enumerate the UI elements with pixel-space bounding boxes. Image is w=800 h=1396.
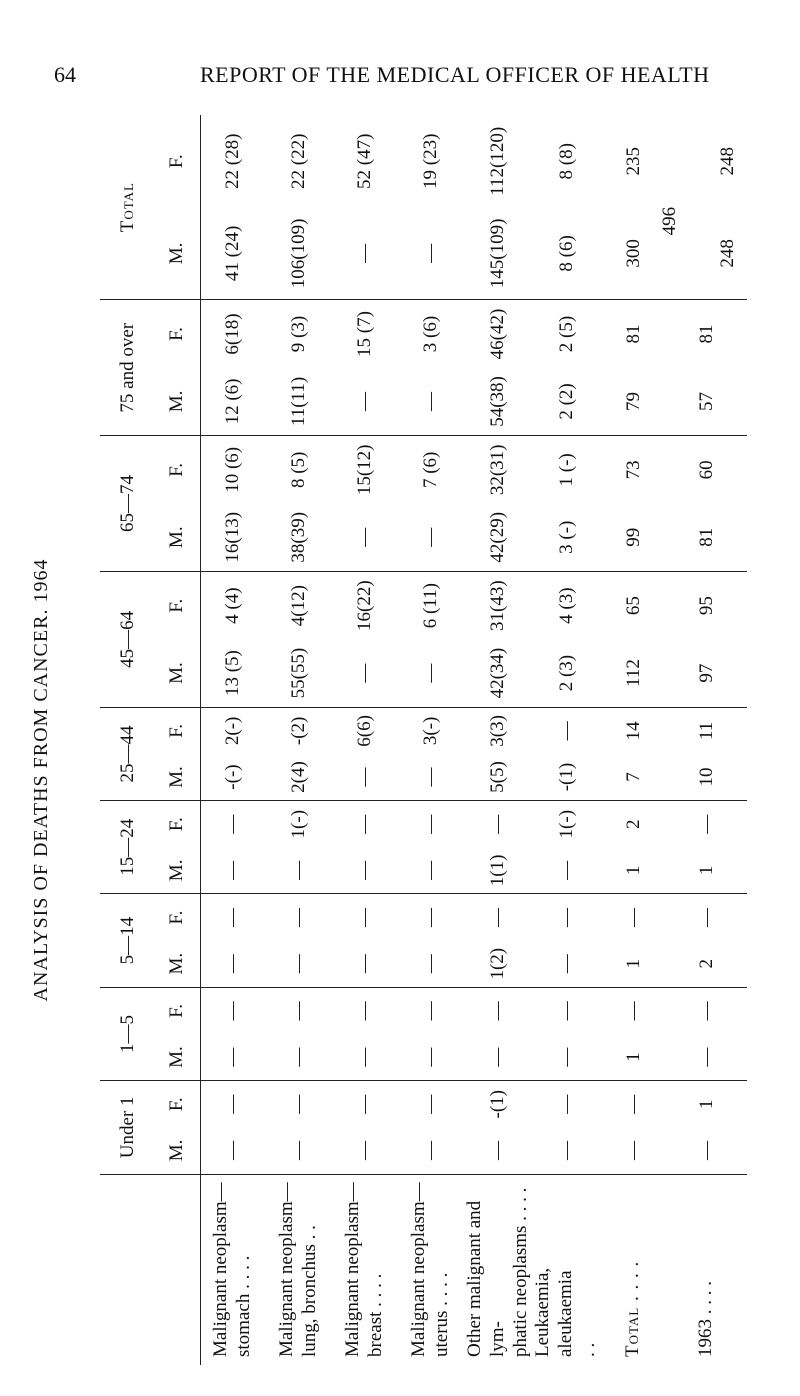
- table-cell: 1: [667, 847, 747, 894]
- cancer-deaths-table: [100, 115, 747, 1365]
- table-cell: 1: [695, 1099, 717, 1109]
- table-cell: 4 (3): [555, 587, 577, 624]
- table-cell: 97: [667, 639, 747, 707]
- table-cell: -(-): [200, 754, 266, 801]
- table-row: [667, 115, 747, 1365]
- table-cell: 3 (6): [420, 315, 441, 353]
- table-cell: —: [332, 639, 398, 707]
- table-cell: —: [398, 368, 464, 436]
- table-row: [332, 115, 398, 1365]
- sex-header: F.: [155, 1081, 200, 1128]
- table-cell: —: [200, 941, 266, 988]
- table-cell: 31(43): [487, 580, 509, 631]
- table-row: [464, 115, 532, 1365]
- table-cell: 32(31): [487, 444, 509, 496]
- table-cell: 9 (3): [288, 315, 309, 353]
- row-label: Malignant neoplasm— uterus . . . .: [408, 1182, 452, 1357]
- table-cell: —: [332, 504, 398, 572]
- table-cell: —: [667, 1034, 747, 1081]
- table-cell: 16(13): [200, 504, 266, 572]
- table-cell: 1(2): [464, 941, 532, 988]
- table-cell: —: [398, 504, 464, 572]
- table-cell: 6(18): [222, 313, 244, 355]
- table-cell: 15 (7): [354, 311, 375, 357]
- sex-header: M.: [155, 368, 200, 436]
- table-cell: 46(42): [487, 308, 509, 360]
- table-cell: 2(-): [222, 716, 244, 746]
- table-cell: 60: [695, 460, 717, 480]
- table-cell: 8 (5): [288, 451, 309, 489]
- table-cell: —: [200, 1034, 266, 1081]
- sex-header: F.: [155, 571, 200, 639]
- table-cell: —: [601, 1127, 667, 1174]
- table-cell: 95: [695, 596, 717, 616]
- table-cell: —: [487, 814, 509, 834]
- table-cell: 52 (47): [354, 133, 375, 189]
- table-cell: 248: [716, 147, 738, 176]
- table-cell: 4(12): [288, 585, 309, 627]
- table-cell: —: [555, 1094, 577, 1114]
- age-group-header: 15—24: [100, 801, 155, 894]
- sex-header: M.: [155, 1034, 200, 1081]
- table-cell: —: [420, 1001, 441, 1021]
- table-cell: —: [332, 941, 398, 988]
- table-cell: -(1): [532, 754, 600, 801]
- table-cell: 112: [601, 639, 667, 707]
- table-cell: —: [332, 1127, 398, 1174]
- table-title: ANALYSIS OF DEATHS FROM CANCER. 1964: [30, 558, 52, 1002]
- table-row: [266, 115, 332, 1365]
- table-cell: —: [532, 1127, 600, 1174]
- table-cell: 8 (8): [555, 143, 577, 180]
- table-cell: 1(-): [288, 809, 309, 839]
- table-cell: —: [487, 908, 509, 928]
- age-group-header: 45—64: [100, 571, 155, 707]
- table-cell: 99: [601, 504, 667, 572]
- table-cell: 55(55): [266, 639, 332, 707]
- page-number: 64: [54, 62, 76, 87]
- row-label: Malignant neoplasm— breast . . . .: [342, 1182, 386, 1357]
- table-cell: 41 (24): [200, 208, 266, 300]
- sex-header: F.: [155, 987, 200, 1034]
- table-cell: 22 (28): [222, 133, 244, 189]
- table-cell: —: [464, 1034, 532, 1081]
- table-cell: 4 (4): [222, 587, 244, 624]
- row-label: Total . . . .: [622, 1260, 644, 1357]
- table-cell: —: [464, 1127, 532, 1174]
- sex-header: F.: [155, 801, 200, 848]
- table-cell: 3(3): [487, 715, 509, 747]
- table-cell: 81: [695, 324, 717, 344]
- row-label: 1963 . . . .: [695, 1281, 717, 1357]
- table-cell: —: [332, 208, 398, 300]
- age-group-header: 5—14: [100, 894, 155, 987]
- table-cell: —: [398, 639, 464, 707]
- table-cell: —: [266, 1034, 332, 1081]
- stub-header: [100, 1174, 200, 1365]
- row-label: Other malignant and lym- phatic neoplasms . . . .: [464, 1187, 531, 1357]
- table-cell: —: [532, 847, 600, 894]
- table-cell: 2 (5): [555, 315, 577, 353]
- table-cell: —: [222, 1001, 244, 1021]
- table-cell: -(1): [487, 1090, 509, 1119]
- table-cell: —: [695, 908, 717, 928]
- table-cell: 7 (6): [420, 451, 441, 489]
- table-cell: 65: [622, 596, 644, 616]
- table-cell: 106(109): [266, 208, 332, 300]
- table-cell: 235: [622, 147, 644, 176]
- running-title: REPORT OF THE MEDICAL OFFICER OF HEALTH: [200, 62, 710, 87]
- table-cell: —: [420, 1094, 441, 1114]
- table-cell: —: [622, 1094, 644, 1114]
- sex-header: M.: [155, 754, 200, 801]
- table-cell: —: [420, 814, 441, 834]
- table-cell: 38(39): [266, 504, 332, 572]
- rotated-table-container: [100, 115, 740, 1365]
- table-cell: —: [332, 754, 398, 801]
- page-header: [0, 62, 800, 102]
- age-group-header: 1—5: [100, 987, 155, 1080]
- sex-header: M.: [155, 847, 200, 894]
- table-cell: —: [695, 814, 717, 834]
- table-row: [532, 115, 600, 1365]
- age-group-header: Total: [100, 115, 155, 300]
- table-cell: 1: [601, 1034, 667, 1081]
- table-cell: 2(4): [266, 754, 332, 801]
- table-cell: —: [354, 1094, 375, 1114]
- table-cell: —: [398, 941, 464, 988]
- sex-header: M.: [155, 504, 200, 572]
- table-row: [601, 115, 667, 1365]
- table-cell: 496 248: [667, 208, 747, 300]
- table-cell: 1(-): [555, 809, 577, 839]
- table-cell: -(2): [288, 716, 309, 746]
- table-cell: 22 (22): [288, 133, 309, 189]
- sex-header: M.: [155, 639, 200, 707]
- table-cell: 54(38): [464, 368, 532, 436]
- sex-header: F.: [155, 436, 200, 504]
- sex-header: F.: [155, 115, 200, 208]
- table-cell: 1: [601, 941, 667, 988]
- table-cell: —: [222, 814, 244, 834]
- table-cell: 1(1): [464, 847, 532, 894]
- sex-header: F.: [155, 707, 200, 754]
- table-cell: 14: [622, 721, 644, 741]
- table-cell: 12 (6): [200, 368, 266, 436]
- table-cell: 3(-): [420, 716, 441, 746]
- table-cell: —: [622, 1001, 644, 1021]
- table-cell: 13 (5): [200, 639, 266, 707]
- table-cell: —: [420, 908, 441, 928]
- row-label: Malignant neoplasm— stomach . . . .: [210, 1182, 255, 1357]
- table-cell: 10 (6): [222, 446, 244, 493]
- table-cell: —: [398, 1034, 464, 1081]
- table-cell: —: [266, 1127, 332, 1174]
- sex-header: M.: [155, 1127, 200, 1174]
- table-cell: —: [398, 847, 464, 894]
- table-cell: —: [332, 847, 398, 894]
- table-cell: 57: [667, 368, 747, 436]
- table-cell: —: [532, 941, 600, 988]
- table-row: [398, 115, 464, 1365]
- table-cell: 3 (-): [532, 504, 600, 572]
- row-label: Malignant neoplasm— lung, bronchus . .: [276, 1182, 320, 1357]
- table-cell: 10: [667, 754, 747, 801]
- table-cell: —: [266, 847, 332, 894]
- age-group-header: 75 and over: [100, 300, 155, 436]
- table-cell: 2 (2): [532, 368, 600, 436]
- table-cell: 6 (11): [420, 583, 441, 629]
- table-cell: 16(22): [354, 580, 375, 631]
- table-cell: —: [695, 1001, 717, 1021]
- table-cell: 2: [622, 819, 644, 829]
- sex-header: F.: [155, 300, 200, 368]
- table-cell: —: [354, 908, 375, 928]
- table-cell: —: [622, 908, 644, 928]
- table-cell: 81: [622, 324, 644, 344]
- table-cell: 2 (3): [532, 639, 600, 707]
- table-cell: 5(5): [464, 754, 532, 801]
- table-cell: —: [555, 908, 577, 928]
- age-group-header: 65—74: [100, 436, 155, 572]
- table-cell: —: [200, 847, 266, 894]
- table-cell: —: [555, 1001, 577, 1021]
- table-cell: 1: [601, 847, 667, 894]
- age-group-header: 25—44: [100, 707, 155, 800]
- table-cell: 7: [601, 754, 667, 801]
- table-cell: —: [532, 1034, 600, 1081]
- table-cell: —: [266, 941, 332, 988]
- table-cell: —: [288, 1001, 309, 1021]
- table-cell: 6(6): [354, 715, 375, 747]
- table-cell: —: [332, 368, 398, 436]
- table-cell: —: [332, 1034, 398, 1081]
- table-cell: —: [222, 908, 244, 928]
- table-cell: 2: [667, 941, 747, 988]
- table-cell: 11(11): [266, 368, 332, 436]
- table-cell: 112(120): [487, 126, 509, 196]
- table-row: [200, 115, 266, 1365]
- table-cell: —: [398, 754, 464, 801]
- table-cell: —: [398, 208, 464, 300]
- age-group-header: Under 1: [100, 1081, 155, 1174]
- table-cell: 1 (-): [555, 453, 577, 487]
- table-cell: —: [222, 1094, 244, 1114]
- row-label: Leukaemia, aleukaemia . .: [532, 1267, 599, 1357]
- sex-header: M.: [155, 941, 200, 988]
- table-cell: —: [200, 1127, 266, 1174]
- table-cell: 42(34): [464, 639, 532, 707]
- table-cell: —: [288, 908, 309, 928]
- table-cell: —: [398, 1127, 464, 1174]
- sex-header: M.: [155, 208, 200, 300]
- table-cell: 8 (6): [532, 208, 600, 300]
- table-cell: 145(109): [464, 208, 532, 300]
- combined-total: 496: [658, 206, 680, 236]
- table-cell: —: [555, 721, 577, 741]
- sex-header: F.: [155, 894, 200, 941]
- table-cell: 11: [695, 721, 717, 740]
- table-cell: 73: [622, 460, 644, 480]
- table-cell: 42(29): [464, 504, 532, 572]
- table-cell: 79: [601, 368, 667, 436]
- table-cell: —: [354, 1001, 375, 1021]
- table-cell: 19 (23): [420, 133, 441, 189]
- table-cell: 81: [667, 504, 747, 572]
- table-cell: 15(12): [354, 444, 375, 496]
- cancer-deaths-table-frame: [100, 115, 740, 1365]
- table-cell: —: [667, 1127, 747, 1174]
- table-cell: —: [354, 814, 375, 834]
- table-cell: —: [487, 1001, 509, 1021]
- table-cell: 300: [601, 208, 667, 300]
- table-cell: —: [288, 1094, 309, 1114]
